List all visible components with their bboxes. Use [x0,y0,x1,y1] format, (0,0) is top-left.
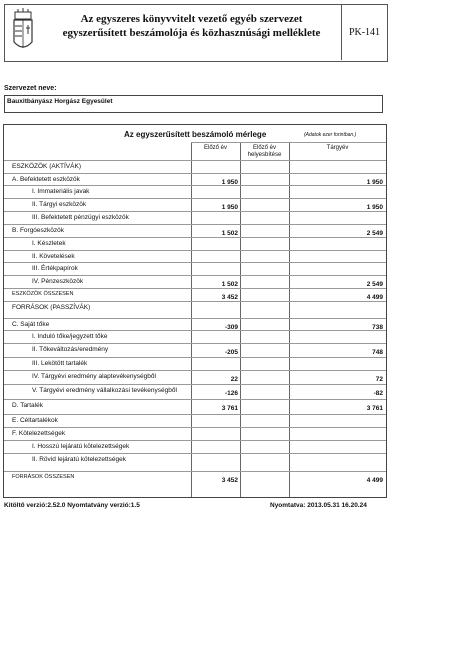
row-divider [4,370,386,371]
row-prev-value: -205 [224,349,238,356]
row-divider [4,198,386,199]
row-label: III. Lekötött tartalék [32,360,88,367]
row-label: V. Tárgyévi eredmény vállalkozási tevékenységből [32,387,177,394]
row-prev-value: -309 [224,324,238,331]
row-prev-value: 3 452 [221,477,238,484]
row-curr-value: 3 761 [366,405,383,412]
row-curr-value: 738 [372,324,383,331]
row-prev-value: 3 452 [221,294,238,301]
form-title-line1: Az egyszeres könyvvitelt vezető egyéb szervezet [80,13,303,25]
row-prev-value: 1 950 [221,179,238,186]
table-note: (Adatok ezer forintban.) [304,132,357,138]
row-curr-value: 1 950 [366,179,383,186]
row-divider [4,384,386,385]
column-divider [240,142,241,497]
row-label: ESZKÖZÖK ÖSSZESEN [12,291,74,297]
row-divider [4,301,386,302]
row-label: FORRÁSOK (PASSZÍVÁK) [12,304,91,311]
row-label: IV. Pénzeszközök [32,278,84,285]
row-label: II. Követelések [32,253,75,260]
row-divider [4,471,386,472]
row-label: II. Tárgyi eszközök [32,201,87,208]
row-label: C. Saját tőke [12,321,50,328]
row-prev-value: 22 [230,376,238,383]
row-prev-value: 3 761 [221,405,238,412]
row-divider [4,414,386,415]
row-divider [4,173,386,174]
row-label: A. Befektetett eszközök [12,176,80,183]
column-header-curr: Tárgyév [326,145,349,151]
row-curr-value: 1 950 [366,204,383,211]
row-label: I. Készletek [32,240,66,247]
footer-version: Kitöltő verzió:2.52.0 Nyomtatvány verzió:1.5 [4,502,140,509]
column-header-prev-adj: Előző év helyesbítése [247,145,282,158]
row-label: III. Értékpapírok [32,265,78,272]
row-curr-value: 748 [372,349,383,356]
row-divider [4,318,386,319]
table-title: Az egyszerűsített beszámoló mérlege [124,130,267,139]
row-curr-value: 72 [375,376,383,383]
row-divider [4,211,386,212]
row-divider [4,275,386,276]
row-label: FORRÁSOK ÖSSZESEN [12,474,75,480]
form-code: PK-141 [341,4,387,60]
row-label: II. Tőkeváltozás/eredmény [32,346,109,353]
row-divider [4,224,386,225]
row-curr-value: 2 549 [366,281,383,288]
row-curr-value: -82 [373,390,383,397]
row-label: D. Tartalék [12,402,43,409]
row-label: E. Céltartalékok [12,417,58,424]
row-divider [4,288,386,289]
row-divider [4,160,386,161]
organization-name-field: Bauxitbányász Horgász Egyesület [4,95,383,113]
row-divider [4,262,386,263]
row-label: I. Hosszú lejáratú kötelezettségek [32,443,130,450]
row-prev-value: -126 [224,390,238,397]
column-divider [191,142,192,497]
organization-label: Szervezet neve: [4,85,57,92]
footer-printed: Nyomtatva: 2013.05.31 16.20.24 [270,502,367,509]
row-divider [4,427,386,428]
row-label: F. Kötelezettségek [12,430,66,437]
balance-sheet-table [3,124,387,498]
row-label: I. Immateriális javak [32,188,90,195]
row-label: III. Befektetett pénzügyi eszközök [32,214,129,221]
row-curr-value: 4 499 [366,294,383,301]
row-prev-value: 1 502 [221,230,238,237]
row-divider [4,343,386,344]
row-divider [4,453,386,454]
column-divider [289,142,290,497]
form-title-line2: egyszerűsített beszámolója és közhasznúsági melléklete [62,27,321,39]
row-divider [4,357,386,358]
row-divider [4,237,386,238]
row-curr-value: 4 499 [366,477,383,484]
row-label: B. Forgóeszközök [12,227,65,234]
row-prev-value: 1 502 [221,281,238,288]
row-curr-value: 2 549 [366,230,383,237]
row-divider [4,440,386,441]
coat-of-arms-icon [10,8,36,54]
row-label: II. Rövid lejáratú kötelezettségek [32,456,126,463]
row-divider [4,250,386,251]
row-label: ESZKÖZÖK (AKTÍVÁK) [12,163,81,170]
row-prev-value: 1 950 [221,204,238,211]
row-label: I. Induló tőke/jegyzett tőke [32,333,108,340]
column-header-prev: Előző év [203,145,227,151]
header-divider [191,142,386,143]
row-label: IV. Tárgyévi eredmény alaptevékenységből [32,373,156,380]
row-divider [4,185,386,186]
row-divider [4,330,386,331]
row-divider [4,399,386,400]
